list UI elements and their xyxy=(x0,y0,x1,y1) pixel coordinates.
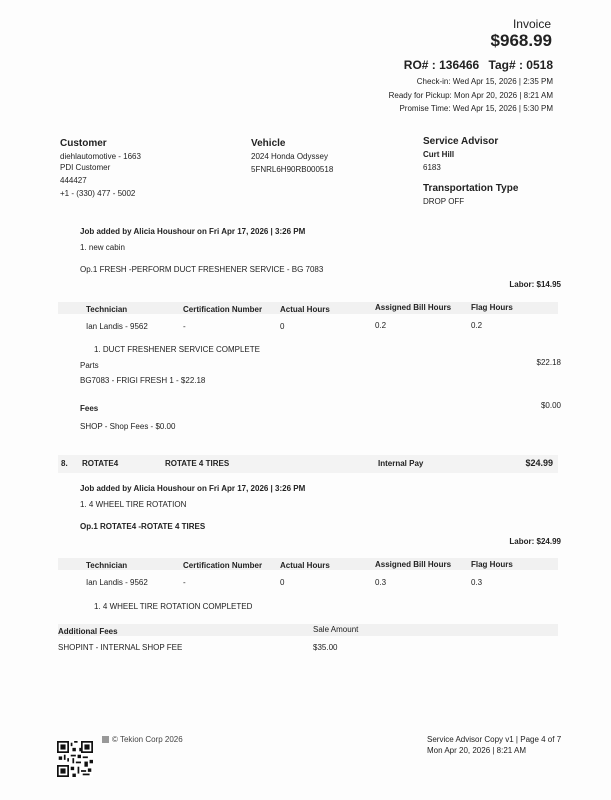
parts-label: Parts xyxy=(80,361,99,370)
copyright: © Tekion Corp 2026 xyxy=(102,735,183,744)
col-actual-hours: Actual Hours xyxy=(280,305,330,314)
ro-number: RO# : 136466 xyxy=(403,58,480,72)
invoice-label: Invoice xyxy=(512,17,551,31)
job8-number: 8. xyxy=(61,459,68,468)
col-certification-2: Certification Number xyxy=(183,561,263,570)
cell-flag-hours: 0.2 xyxy=(471,321,483,330)
job7-complete: 1. DUCT FRESHENER SERVICE COMPLETE xyxy=(94,345,260,354)
job8-added-by: Job added by Alicia Houshour on Fri Apr 17, 2026 | 3:26 PM xyxy=(80,484,306,493)
promise-time: Promise Time: Wed Apr 15, 2026 | 5:30 PM xyxy=(399,104,553,113)
cell-certification: - xyxy=(183,322,186,331)
tag-number: Tag# : 0518 xyxy=(488,58,553,72)
col-flag-hours-2: Flag Hours xyxy=(471,560,513,569)
col-assigned-hours: Assigned Bill Hours xyxy=(375,303,452,312)
col-certification: Certification Number xyxy=(183,305,263,314)
vehicle-header: Vehicle xyxy=(251,138,286,149)
invoice-total: $968.99 xyxy=(490,31,552,50)
job8-code: ROTATE4 xyxy=(82,459,119,468)
vehicle-model: 2024 Honda Odyssey xyxy=(251,152,328,161)
cell-flag-hours-2: 0.3 xyxy=(471,578,483,587)
additional-fees-band xyxy=(58,624,558,636)
fee-line: SHOP - Shop Fees - $0.00 xyxy=(80,422,176,431)
vehicle-vin: 5FNRL6H90RB000518 xyxy=(251,165,334,174)
customer-phone: +1 - (330) 477 - 5002 xyxy=(60,189,136,198)
job8-operation: Op.1 ROTATE4 -ROTATE 4 TIRES xyxy=(80,522,206,531)
printed-time: Mon Apr 20, 2026 | 8:21 AM xyxy=(427,746,527,755)
advisor-name: Curt Hill xyxy=(423,150,455,159)
customer-id: 444427 xyxy=(60,176,87,185)
col-technician-2: Technician xyxy=(86,561,128,570)
transport-header: Transportation Type xyxy=(423,183,519,194)
qr-code-icon xyxy=(57,741,93,777)
col-flag-hours: Flag Hours xyxy=(471,303,513,312)
job7-operation: Op.1 FRESH -PERFORM DUCT FRESHENER SERVICE - BG 7083 xyxy=(80,265,324,274)
job8-concern: 1. 4 WHEEL TIRE ROTATION xyxy=(80,500,187,509)
checkin-time: Check-in: Wed Apr 15, 2026 | 2:35 PM xyxy=(416,77,553,86)
job8-row xyxy=(58,455,558,473)
tekion-logo-icon xyxy=(102,736,109,743)
job7-labor: Labor: $14.95 xyxy=(509,280,561,289)
ready-time: Ready for Pickup: Mon Apr 20, 2026 | 8:21 AM xyxy=(388,91,553,100)
cell-technician-2: Ian Landis - 9562 xyxy=(86,578,148,587)
col-actual-hours-2: Actual Hours xyxy=(280,561,330,570)
fees-total: $0.00 xyxy=(540,401,561,410)
sale-amount-header: Sale Amount xyxy=(313,625,359,634)
customer-header: Customer xyxy=(60,138,107,149)
col-assigned-hours-2: Assigned Bill Hours xyxy=(375,560,452,569)
job8-pay-type: Internal Pay xyxy=(378,459,424,468)
cell-technician: Ian Landis - 9562 xyxy=(86,322,148,331)
job8-description: ROTATE 4 TIRES xyxy=(165,459,230,468)
cell-actual-hours: 0 xyxy=(280,322,285,331)
col-technician: Technician xyxy=(86,305,128,314)
cell-assigned-hours-2: 0.3 xyxy=(375,578,387,587)
parts-total: $22.18 xyxy=(536,358,561,367)
part-line: BG7083 - FRIGI FRESH 1 - $22.18 xyxy=(80,376,206,385)
customer-name: PDI Customer xyxy=(60,163,111,172)
job8-amount: $24.99 xyxy=(525,458,553,468)
job7-added-by: Job added by Alicia Houshour on Fri Apr 17, 2026 | 3:26 PM xyxy=(80,227,306,236)
copy-info: Service Advisor Copy v1 | Page 4 of 7 xyxy=(427,735,562,744)
cell-certification-2: - xyxy=(183,578,186,587)
job8-labor: Labor: $24.99 xyxy=(509,537,561,546)
advisor-id: 6183 xyxy=(423,163,441,172)
customer-account: diehlautomotive - 1663 xyxy=(60,152,141,161)
job8-complete: 1. 4 WHEEL TIRE ROTATION COMPLETED xyxy=(94,602,253,611)
cell-assigned-hours: 0.2 xyxy=(375,321,387,330)
additional-fee-amount: $35.00 xyxy=(313,643,338,652)
job7-concern: 1. new cabin xyxy=(80,243,125,252)
ro-tag-line xyxy=(398,58,553,72)
advisor-header: Service Advisor xyxy=(423,136,499,147)
fees-label: Fees xyxy=(80,404,99,413)
cell-actual-hours-2: 0 xyxy=(280,578,285,587)
additional-fee-item: SHOPINT - INTERNAL SHOP FEE xyxy=(58,643,183,652)
transport-type: DROP OFF xyxy=(423,197,465,206)
additional-fees-header: Additional Fees xyxy=(58,627,118,636)
